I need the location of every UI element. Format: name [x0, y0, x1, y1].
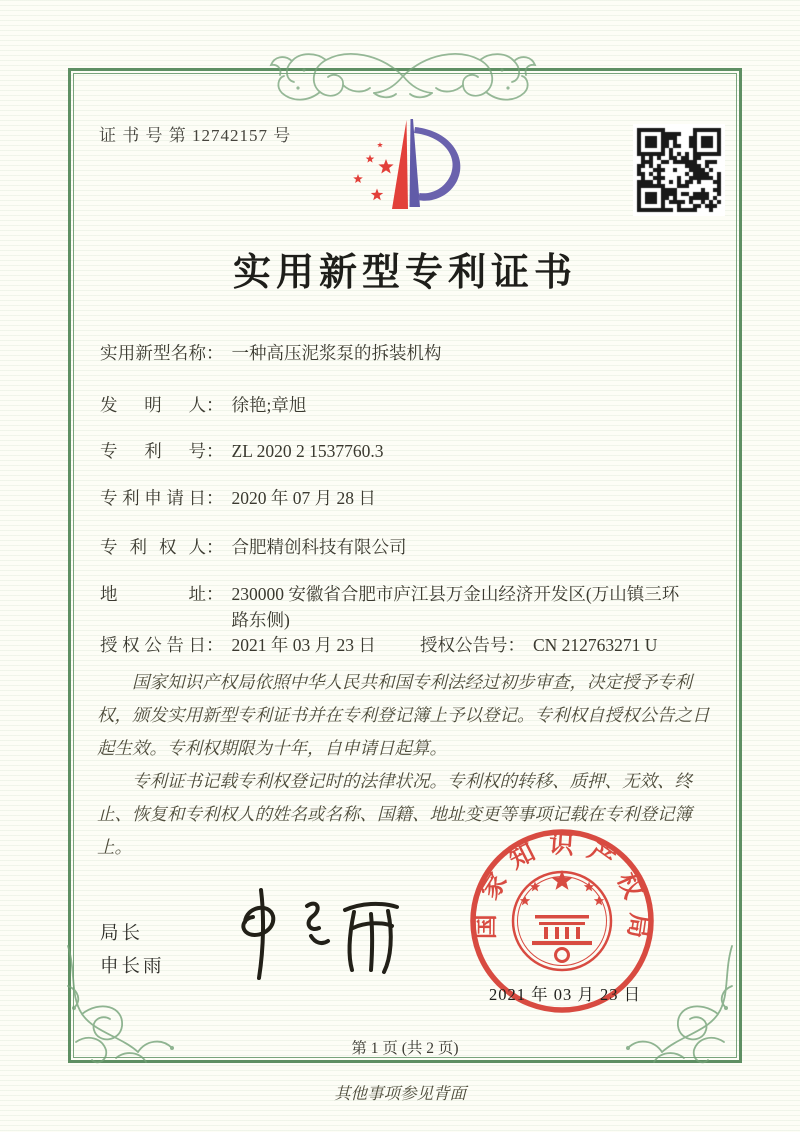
field-value: 一种高压泥浆泵的拆装机构	[231, 343, 442, 363]
legal-paragraph-2: 专利证书记载专利权登记时的法律状况。专利权的转移、质押、无效、终止、恢复和专利权人的姓名或名称、国籍、地址变更等事项记载在专利登记簿上。	[97, 771, 692, 857]
director-title: 局长	[100, 924, 144, 944]
seal-text: 国家知识产权局	[472, 831, 653, 952]
national-emblem-icon	[513, 870, 611, 970]
director-name: 申长雨	[100, 957, 165, 977]
director-block	[100, 918, 165, 984]
field-row-patentee: 专利权人： 合肥精创科技有限公司	[100, 534, 407, 560]
field-label: 实用新型名称	[100, 343, 206, 363]
svg-text:国家知识产权局	[472, 830, 654, 952]
cnipa-logo-icon	[330, 107, 490, 229]
field-label: 专利号	[100, 441, 206, 461]
field-label: 发明人	[100, 395, 206, 415]
back-side-note: 其他事项参见背面	[334, 1084, 466, 1103]
qr-code-icon	[633, 124, 725, 216]
field-value: 2020 年 07 月 28 日	[231, 488, 376, 508]
field-label: 专利权人	[100, 537, 206, 557]
field-label: 地址	[100, 584, 206, 604]
field-value: ZL 2020 2 1537760.3	[231, 441, 384, 461]
page-indicator: 第 1 页 (共 2 页)	[351, 1040, 459, 1057]
field-label: 授权公告日	[100, 635, 206, 655]
field-row-grant-number: 授权公告号： CN 212763271 U	[420, 632, 657, 658]
field-value: 合肥精创科技有限公司	[231, 537, 407, 557]
field-row-utility-model-name: 实用新型名称： 一种高压泥浆泵的拆装机构	[100, 340, 442, 366]
field-row-grant-date: 授权公告日： 2021 年 03 月 23 日	[100, 632, 376, 658]
field-row-patent-number: 专利号： ZL 2020 2 1537760.3	[100, 438, 383, 464]
field-label: 授权公告号	[420, 635, 508, 655]
field-row-filing-date: 专利申请日： 2020 年 07 月 28 日	[100, 485, 376, 511]
field-row-address: 地址： 230000 安徽省合肥市庐江县万金山经济开发区(万山镇三环路东侧)	[100, 581, 684, 633]
field-value: CN 212763271 U	[533, 635, 658, 655]
seal-date: 2021 年 03 月 23 日	[489, 985, 642, 1004]
field-value: 2021 年 03 月 23 日	[231, 635, 376, 655]
legal-paragraph-1: 国家知识产权局依照中华人民共和国专利法经过初步审查，决定授予专利权，颁发实用新型专利证书并在专利登记簿上予以登记。专利权自授权公告之日起生效。专利权期限为十年，自申请日起算。	[97, 672, 710, 758]
director-signature-handwriting-icon	[215, 880, 415, 990]
field-label: 专利申请日	[100, 488, 206, 508]
certificate-title: 实用新型专利证书	[232, 249, 577, 294]
field-value: 徐艳;章旭	[231, 395, 307, 415]
field-value: 230000 安徽省合肥市庐江县万金山经济开发区(万山镇三环路东侧)	[231, 584, 680, 630]
certificate-number: 证 书 号 第 12742157 号	[99, 126, 292, 145]
field-row-inventor: 发明人： 徐艳;章旭	[100, 392, 306, 418]
